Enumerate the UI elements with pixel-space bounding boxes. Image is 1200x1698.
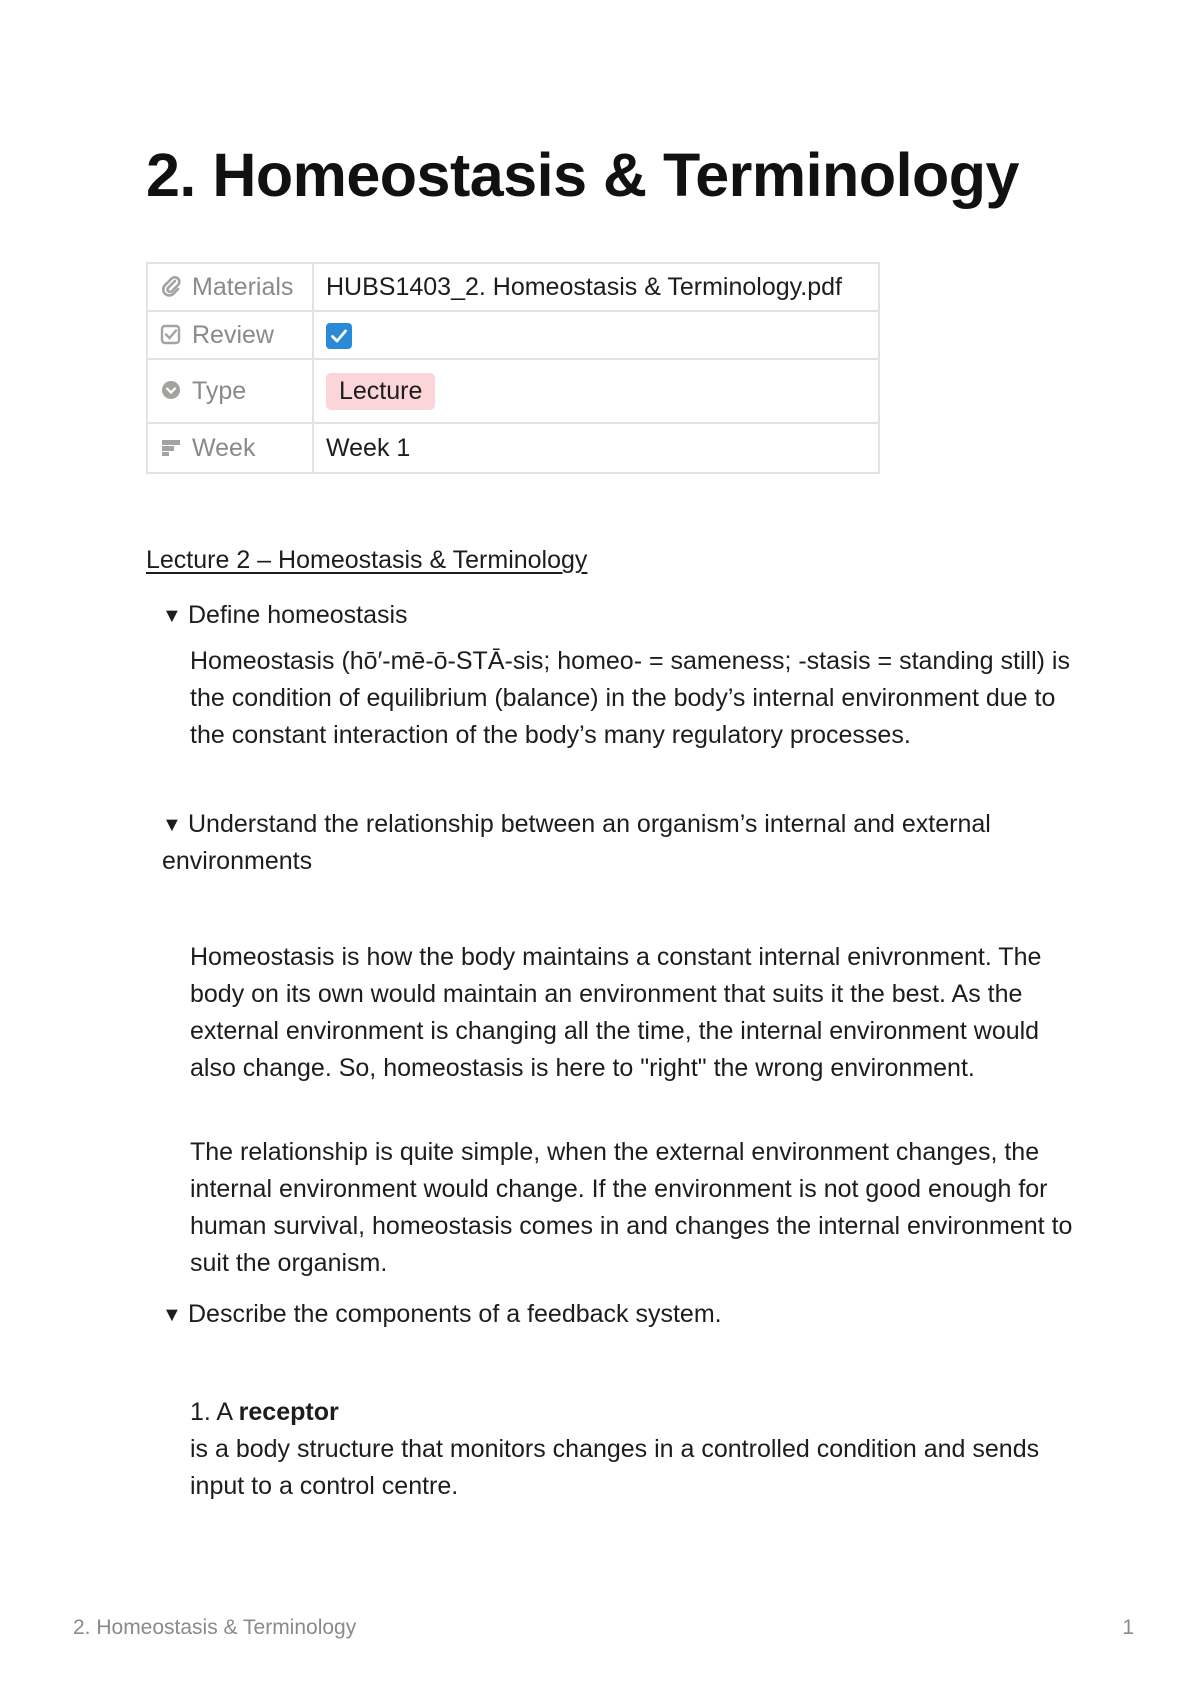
property-row-week: [147, 423, 879, 473]
page-title: 2. Homeostasis & Terminology: [146, 141, 1019, 209]
item-term: receptor: [238, 1398, 339, 1426]
item-description: is a body structure that monitors changes in a controlled condition and sends input to a control centre.: [190, 1435, 1040, 1500]
property-key-materials: [147, 263, 313, 311]
properties-table: [146, 262, 880, 474]
property-key-label: Type: [192, 376, 247, 405]
paragraph: Homeostasis is how the body maintains a constant internal enivronment. The body on its own would maintain an environment that suits it the best. As the external environment is changing all the time, the internal environment would also change. So, homeostasis is here to "right" the wrong environment.: [190, 943, 1042, 1082]
checkbox-property-icon: [160, 323, 182, 345]
item-prefix: 1. A: [190, 1398, 239, 1426]
lecture-heading[interactable]: Lecture 2 – Homeostasis & Terminology: [146, 546, 588, 574]
property-row-materials: [147, 263, 879, 311]
toggle-arrow-icon[interactable]: ▼: [162, 605, 182, 627]
property-key-label: Review: [192, 320, 274, 349]
property-value-week[interactable]: Week 1: [313, 423, 879, 473]
review-checkbox[interactable]: [326, 323, 352, 349]
type-tag[interactable]: Lecture: [326, 373, 435, 410]
footer-title: 2. Homeostasis & Terminology: [73, 1616, 357, 1639]
toggle-title: Describe the components of a feedback system.: [188, 1300, 722, 1328]
property-value-review: [313, 311, 879, 359]
toggle-define-homeostasis[interactable]: [162, 597, 1042, 634]
feedback-item-receptor: [190, 1394, 1080, 1505]
toggle-title: Define homeostasis: [188, 601, 408, 629]
page-number: 1: [1122, 1616, 1134, 1639]
materials-file-link[interactable]: HUBS1403_2. Homeostasis & Terminology.pdf: [313, 263, 879, 311]
property-key-week: [147, 423, 313, 473]
select-icon: [160, 379, 182, 401]
paperclip-icon: [160, 275, 182, 297]
property-key-label: Week: [192, 433, 256, 462]
toggle-feedback-system[interactable]: [162, 1296, 1042, 1333]
property-row-review: [147, 311, 879, 359]
toggle-relationship[interactable]: [162, 806, 1042, 880]
toggle-title: Understand the relationship between an organism’s internal and external environments: [162, 810, 991, 875]
list-icon: [160, 436, 182, 458]
property-key-review: [147, 311, 313, 359]
paragraph: The relationship is quite simple, when the external environment changes, the internal environment would change. If the environment is not good enough for human survival, homeostasis comes in and changes the internal environment to suit the organism.: [190, 1138, 1073, 1277]
property-key-label: Materials: [192, 272, 294, 301]
property-key-type: [147, 359, 313, 423]
property-row-type: [147, 359, 879, 423]
toggle-arrow-icon[interactable]: ▼: [162, 814, 182, 836]
paragraph: Homeostasis (hō′-mē-ō-STĀ-sis; homeo- = sameness; -stasis = standing still) is the condition of equilibrium (balance) in the body’s internal environment due to the constant interaction of the body’s many regulatory processes.: [190, 647, 1070, 749]
toggle-arrow-icon[interactable]: ▼: [162, 1304, 182, 1326]
item-heading: [190, 1394, 1080, 1431]
property-value-type: [313, 359, 879, 423]
